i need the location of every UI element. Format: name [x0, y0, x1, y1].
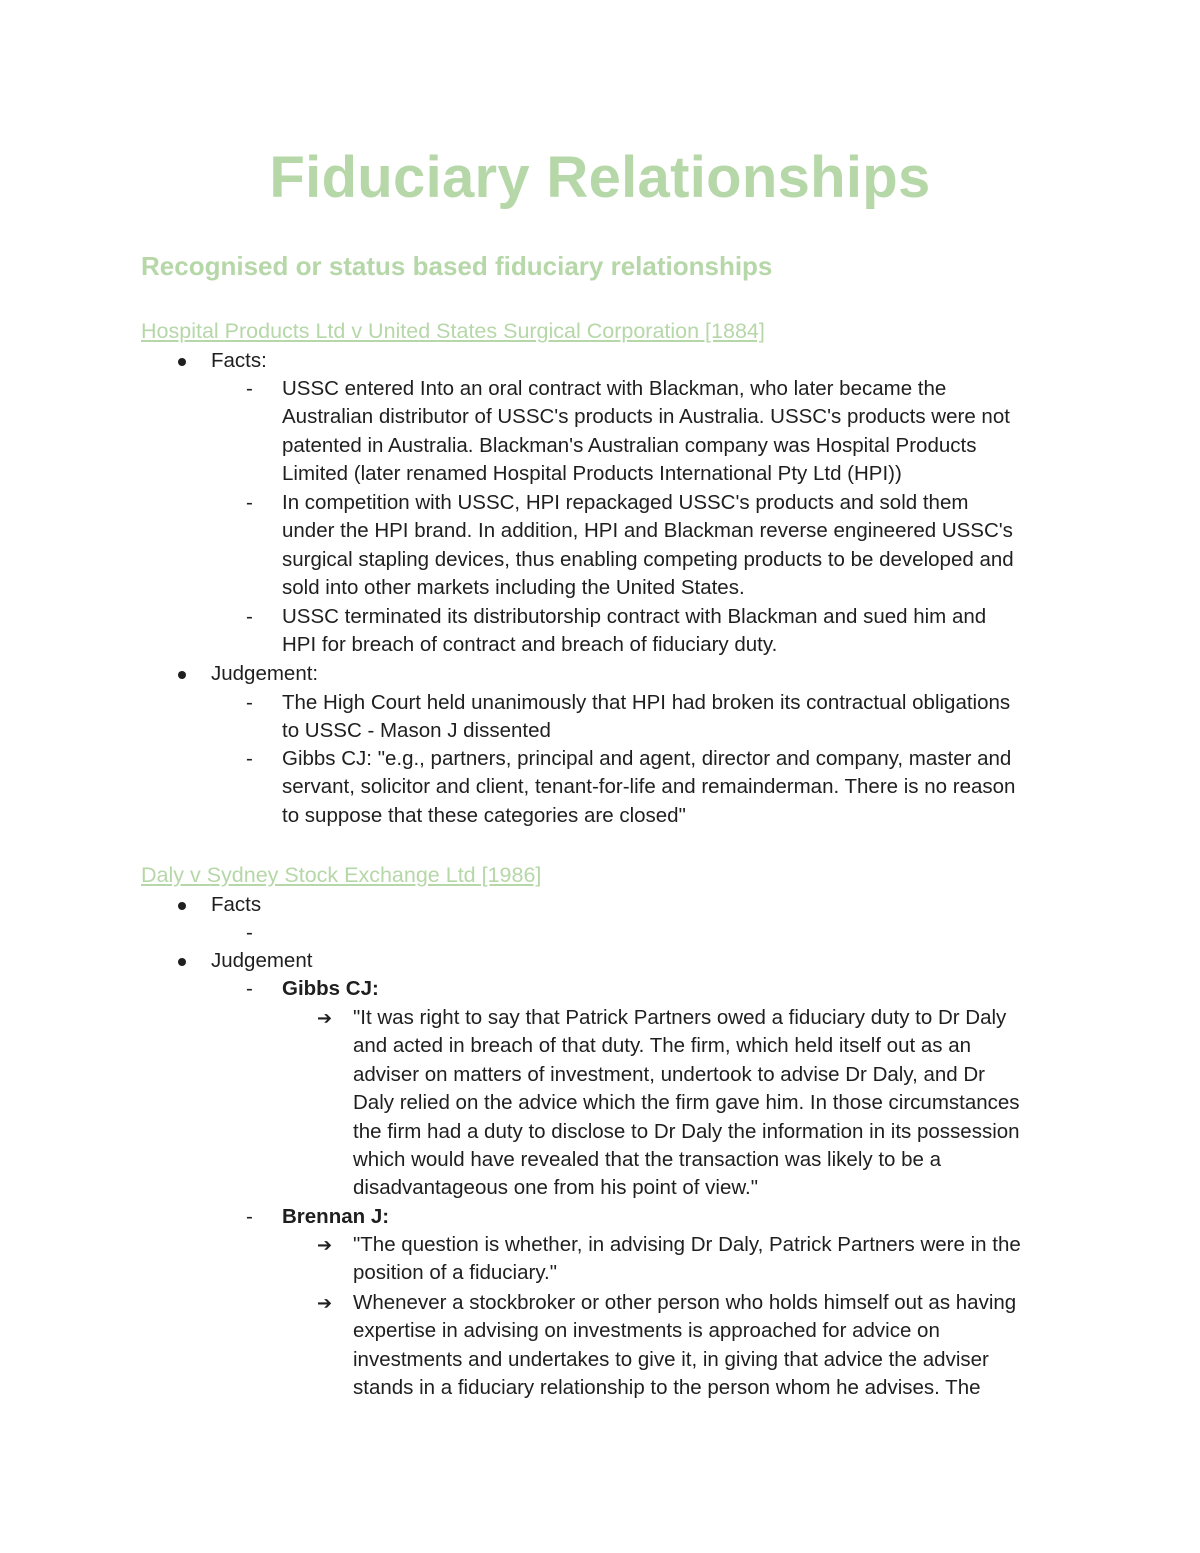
- bullet-label: Judgement:: [211, 662, 319, 685]
- bullet-icon: [178, 671, 186, 679]
- arrow-icon: ➔: [317, 1235, 333, 1255]
- bullet-item-facts: [211, 891, 261, 919]
- case-link-hospital-products[interactable]: Hospital Products Ltd v United States Surgical Corporation [1884]: [141, 319, 765, 343]
- arrow-item: ➔ Whenever a stockbroker or other person who holds himself out as having expertise in advising on investments is approached for advice on investments and undertakes to give it, in giving that advice the adviser stands in a fiduciary relationship to the person whom he advises. The: [317, 1291, 1017, 1400]
- dash-icon: -: [246, 491, 253, 514]
- bullet-icon: [178, 902, 186, 910]
- bullet-label: Facts:: [211, 349, 267, 372]
- dash-item-judge: [246, 1203, 1072, 1231]
- dash-icon: -: [246, 747, 253, 770]
- dash-icon: -: [246, 1205, 253, 1228]
- dash-item: - The High Court held unanimously that HPI had broken its contractual obligations to USSC - Mason J dissented: [246, 691, 1011, 743]
- section-heading: Recognised or status based fiduciary relationships: [141, 251, 773, 281]
- page-title: Fiduciary Relationships: [269, 145, 931, 210]
- bullet-label: Facts: [211, 893, 262, 916]
- bullet-item-judgement: [211, 947, 312, 975]
- bullet-item-judgement: [211, 660, 318, 688]
- arrow-item: ➔ "It was right to say that Patrick Partners owed a fiduciary duty to Dr Daly and acted in breach of that duty. The firm, which held itself out as an adviser on matters of investment, undertook to advise Dr Daly, and Dr Daly relied on the advice which the firm gave him. In those circumstances the firm had a duty to disclose to Dr Daly the information in its possession which would have revealed that the transaction was likely to be a disadvantageous one from his point of view.": [317, 1006, 1020, 1200]
- dash-icon: -: [246, 921, 253, 944]
- dash-icon: -: [246, 377, 253, 400]
- case-link-daly[interactable]: Daly v Sydney Stock Exchange Ltd [1986]: [141, 863, 542, 887]
- judge-name: Brennan J:: [282, 1205, 390, 1228]
- dash-icon: -: [246, 605, 253, 628]
- dash-item: - Gibbs CJ: "e.g., partners, principal and agent, director and company, master and servant, solicitor and client, tenant-for-life and remainderman. There is no reason to suppose that these categories are closed": [246, 747, 1016, 827]
- arrow-icon: ➔: [317, 1008, 333, 1028]
- bullet-icon: [178, 358, 186, 366]
- judge-name: Gibbs CJ:: [282, 977, 379, 1000]
- bullet-label: Judgement: [211, 949, 313, 972]
- bullet-item-facts: [211, 347, 267, 375]
- dash-item: - USSC entered Into an oral contract with Blackman, who later became the Australian distributor of USSC's products in Australia. USSC's products were not patented in Australia. Blackman's Australian company was Hospital Products Limited (later renamed Hospital Products International Pty Ltd (HPI)): [246, 377, 1010, 486]
- bullet-icon: [178, 958, 186, 966]
- dash-item: - USSC terminated its distributorship contract with Blackman and sued him and HPI for breach of contract and breach of fiduciary duty.: [246, 605, 987, 657]
- arrow-icon: ➔: [317, 1293, 333, 1313]
- dash-item-judge: [246, 975, 1072, 1003]
- arrow-item: ➔ "The question is whether, in advising Dr Daly, Patrick Partners were in the position of a fiduciary.": [317, 1233, 1021, 1285]
- dash-item: - In competition with USSC, HPI repackaged USSC's products and sold them under the HPI brand. In addition, HPI and Blackman reverse engineered USSC's surgical stapling devices, thus enabling competing products to be developed and sold into other markets including the United States.: [246, 491, 1014, 600]
- dash-icon: -: [246, 977, 253, 1000]
- dash-icon: -: [246, 691, 253, 714]
